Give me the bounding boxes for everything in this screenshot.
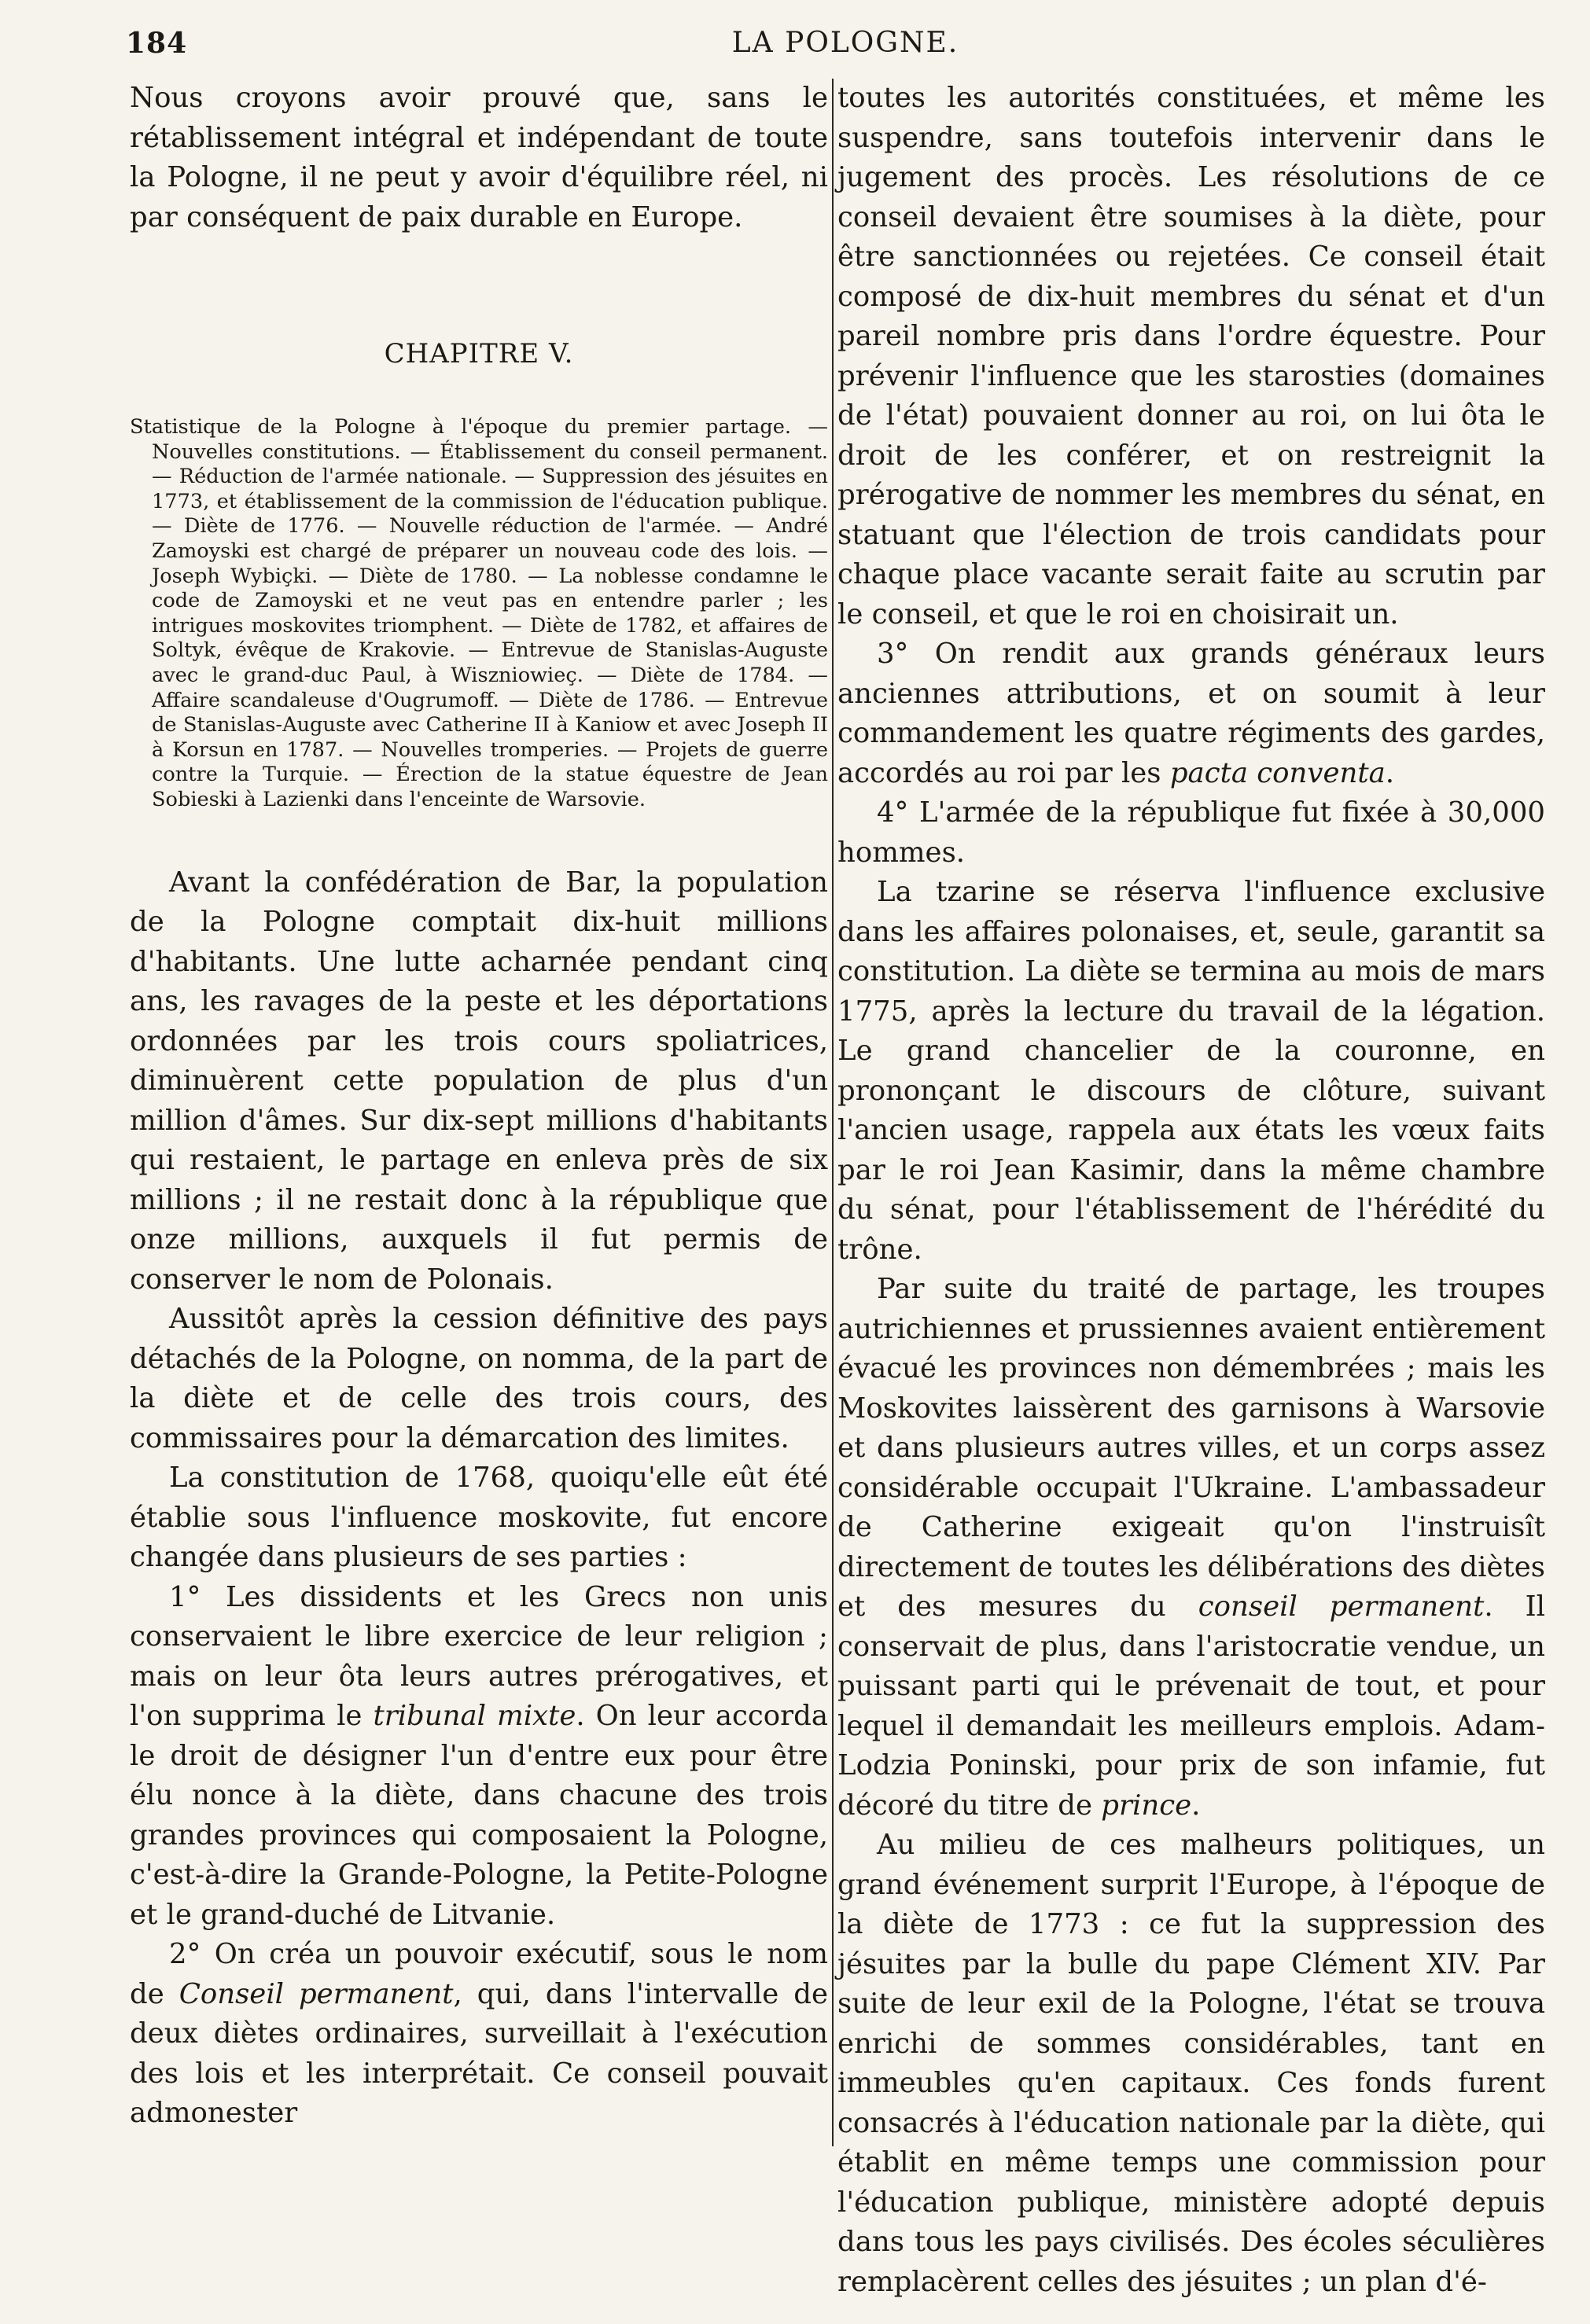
paragraph: La tzarine se réserva l'influence exclusive dans les affaires polonaises, et, seule, garantit sa constitution. La diète se termina au mois de mars 1775, après la lecture du travail de la légation. Le grand chancelier de la couronne, en prononçant le discours de clôture, suivant l'ancien usage, rappela aux états les vœux faits par le roi Jean Kasimir, dans la même chambre du sénat, pour l'établissement de l'hérédité du trône. bbox=[837, 876, 1545, 1266]
column-divider bbox=[832, 79, 834, 2146]
running-title: LA POLOGNE. bbox=[731, 27, 959, 59]
paragraph: La constitution de 1768, quoiqu'elle eût été établie sous l'influence moskovite, fut encore changée dans plusieurs de ses parties : bbox=[130, 1462, 828, 1573]
paragraph bbox=[130, 1578, 828, 1936]
text-run: 3° On rendit aux grands généraux leurs anciennes attributions, et on soumit à leur commandement les quatre régiments des gardes, accordés au roi par les bbox=[837, 638, 1545, 789]
paragraph: Avant la confédération de Bar, la population de la Pologne comptait dix-huit millions d'habitants. Une lutte acharnée pendant cinq ans, les ravages de la peste et les déportations ordonnées par les trois cours spoliatrices, diminuèrent cette population de plus d'un million d'âmes. Sur dix-sept millions d'habitants qui restaient, le partage en enleva près de six millions ; il ne restait donc à la république que onze millions, auxquels il fut permis de conserver le nom de Polonais. bbox=[130, 866, 828, 1296]
italic-term: pacta conventa bbox=[1169, 756, 1386, 789]
intro-paragraph: Nous croyons avoir prouvé que, sans le rétablissement intégral et indépendant de toute la Pologne, il ne peut y avoir d'équilibre réel, ni par conséquent de paix durable en Europe. bbox=[130, 82, 828, 234]
chapter-summary: Statistique de la Pologne à l'époque du premier partage. — Nouvelles constitutions. — Établissement du conseil permanent. — Réduction de l'armée nationale. — Suppression des jésuites en 1773, et établissement de la commission de l'éducation publique. — Diète de 1776. — Nouvelle réduction de l'armée. — André Zamoyski est chargé de préparer un nouveau code des lois. — Joseph Wybiçki. — Diète de 1780. — La noblesse condamne le code de Zamoyski et ne veut pas en entendre parler ; les intrigues moskovites triomphent. — Diète de 1782, et affaires de Soltyk, évêque de Krakovie. — Entrevue de Stanislas-Auguste avec le grand-duc Paul, à Wiszniowieç. — Diète de 1784. — Affaire scandaleuse d'Ougrumoff. — Diète de 1786. — Entrevue de Stanislas-Auguste avec Catherine II à Kaniow et avec Joseph II à Korsun en 1787. — Nouvelles tromperies. — Projets de guerre contre la Turquie. — Érection de la statue équestre de Jean Sobieski à Lazienki dans l'enceinte de Warsovie. bbox=[130, 415, 828, 811]
paragraph: Au milieu de ces malheurs politiques, un grand événement surprit l'Europe, à l'époque de la diète de 1773 : ce fut la suppression des jésuites par la bulle du pape Clément XIV. Par suite de leur exil de la Pologne, l'état se trouva enrichi de sommes considérables, tant en immeubles qu'en capitaux. Ces fonds furent consacrés à l'éducation nationale par la diète, qui établit en même temps une commission pour l'éducation publique, ministère adopté depuis dans tous les pays civilisés. Des écoles séculières remplacèrent celles des jésuites ; un plan d'é- bbox=[837, 1829, 1545, 2298]
text-run: . On leur accorda le droit de désigner l'un d'entre eux pour être élu nonce à la diète, dans chacune des trois grandes provinces qui composaient la Pologne, c'est-à-dire la Grande-Pologne, la Petite-Pologne et le grand-duché de Litvanie. bbox=[130, 1700, 829, 1931]
paragraph: 4° L'armée de la république fut fixée à 30,000 hommes. bbox=[837, 796, 1545, 869]
paragraph bbox=[130, 1935, 828, 2134]
italic-term: tribunal mixte bbox=[373, 1700, 576, 1732]
paragraph: Aussitôt après la cession définitive des pays détachés de la Pologne, on nomma, de la part de la diète et de celle des trois cours, des commissaires pour la démarcation des limites. bbox=[130, 1303, 828, 1454]
text-run: . bbox=[1191, 1789, 1201, 1822]
text-run: 2° On créa un pouvoir exécutif, sous le nom de bbox=[130, 1938, 828, 2010]
italic-term: conseil permanent bbox=[1198, 1590, 1485, 1623]
paragraph bbox=[837, 1270, 1545, 1826]
paragraph bbox=[837, 634, 1545, 793]
text-run: , qui, dans l'intervalle de deux diètes ordinaires, surveillait à l'exécution des lois et les interprétait. Ce conseil pouvait admonester bbox=[130, 1977, 828, 2129]
paragraph: toutes les autorités constituées, et même les suspendre, sans toutefois intervenir dans le jugement des procès. Les résolutions de ce conseil devaient être soumises à la diète, pour être sanctionnées ou rejetées. Ce conseil était composé de dix-huit membres du sénat et d'un pareil nombre pris dans l'ordre équestre. Pour prévenir l'influence que les starosties (domaines de l'état) pouvaient donner au roi, on lui ôta le droit de les conférer, et on restreignit la prérogative de nommer les membres du sénat, en statuant que l'élection de trois candidats pour chaque place vacante serait faite au scrutin par le conseil, et que le roi en choisirait un. bbox=[837, 82, 1545, 631]
italic-term: Conseil permanent bbox=[179, 1977, 454, 2010]
right-column bbox=[837, 79, 1545, 2302]
page-number: 184 bbox=[126, 27, 188, 60]
text-run: . bbox=[1385, 756, 1395, 789]
running-head bbox=[126, 27, 1565, 66]
text-run: . Il conservait de plus, dans l'aristocratie vendue, un puissant parti qui le prévenait de tout, et pour lequel il demandait les meilleurs emplois. Adam-Lodzia Poninski, pour prix de son infamie, fut décoré du titre de bbox=[837, 1590, 1546, 1822]
chapter-title: CHAPITRE V. bbox=[384, 338, 574, 370]
text-run: Par suite du traité de partage, les troupes autrichiennes et prussiennes avaient entièrement évacué les provinces non démembrées ; mais les Moskovites laissèrent des garnisons à Warsovie et dans plusieurs autres villes, et un corps assez considérable occupait l'Ukraine. L'ambassadeur de Catherine exigeait qu'on l'instruisît directement de toutes les délibérations des diètes et des mesures du bbox=[837, 1273, 1545, 1623]
italic-term: prince bbox=[1101, 1789, 1192, 1822]
left-column bbox=[130, 79, 828, 2134]
text-run: 1° Les dissidents et les Grecs non unis conservaient le libre exercice de leur religion ; mais on leur ôta leurs autres prérogatives, et l'on supprima le bbox=[130, 1580, 828, 1732]
